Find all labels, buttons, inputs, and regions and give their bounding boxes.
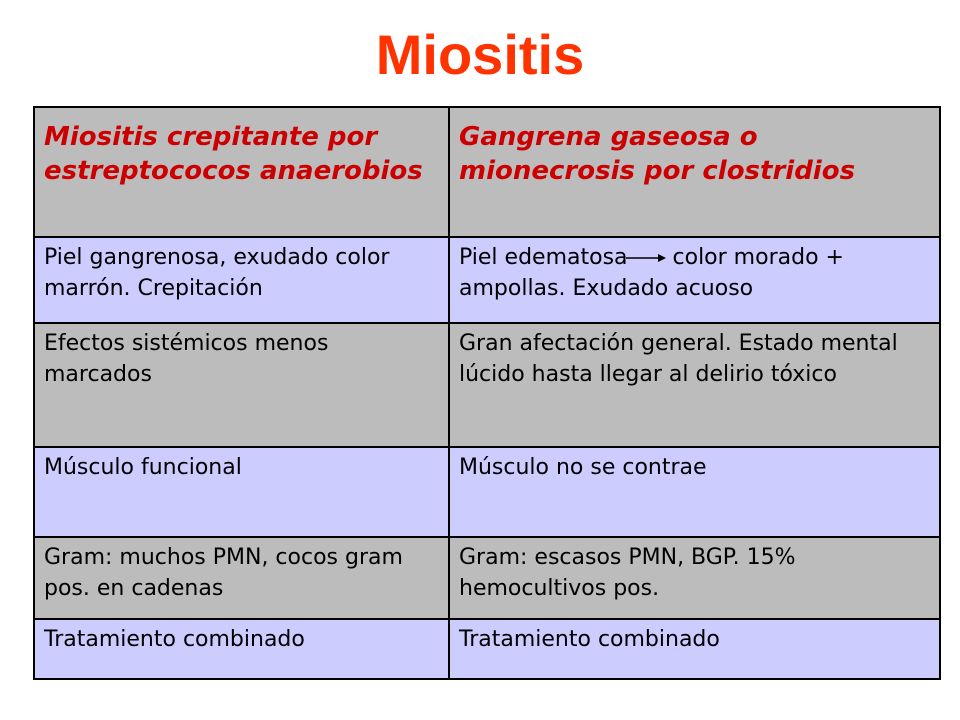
table-cell-left: Músculo funcional [34, 447, 449, 537]
table-row [34, 619, 940, 679]
table-row [34, 237, 940, 323]
comparison-table [33, 106, 941, 680]
header-cell-right: Gangrena gaseosa o mionecrosis por clostridios [449, 107, 940, 237]
table-row [34, 537, 940, 619]
table-cell-right [449, 237, 940, 323]
table-cell-left: Tratamiento combinado [34, 619, 449, 679]
right-arrow-icon [624, 251, 668, 265]
table-cell-left: Gram: muchos PMN, cocos gram pos. en cadenas [34, 537, 449, 619]
table-header-row [34, 107, 940, 237]
table-cell-left: Piel gangrenosa, exudado color marrón. Crepitación [34, 237, 449, 323]
table-cell-right: Gram: escasos PMN, BGP. 15% hemocultivos pos. [449, 537, 940, 619]
table-cell-right: Músculo no se contrae [449, 447, 940, 537]
page-title: Miositis [375, 23, 585, 86]
cell-text-before-arrow: Piel edematosa [459, 245, 628, 270]
cell-text-after-arrow: color morado + ampollas. Exudado acuoso [459, 245, 844, 301]
table-row [34, 447, 940, 537]
table-cell-right: Tratamiento combinado [449, 619, 940, 679]
header-cell-left: Miositis crepitante por estreptococos anaerobios [34, 107, 449, 237]
table-row [34, 323, 940, 447]
table-cell-left: Efectos sistémicos menos marcados [34, 323, 449, 447]
table-cell-right: Gran afectación general. Estado mental lúcido hasta llegar al delirio tóxico [449, 323, 940, 447]
